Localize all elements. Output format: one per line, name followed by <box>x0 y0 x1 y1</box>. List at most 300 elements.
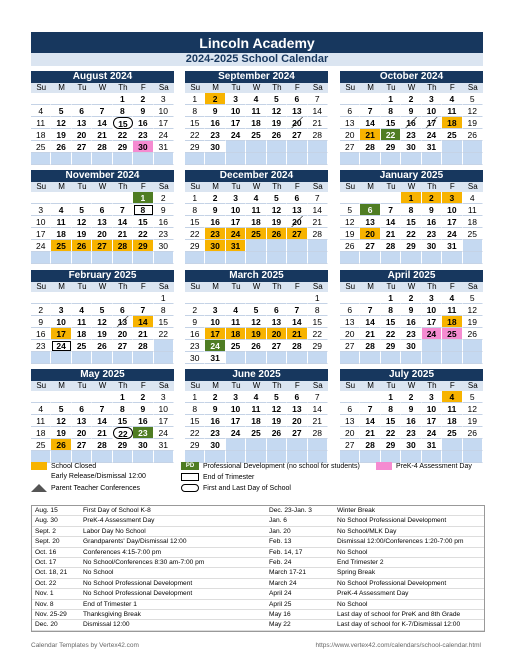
day-cell: 16 <box>205 415 225 427</box>
days-grid <box>31 292 174 364</box>
legend-closed-label: School Closed <box>51 462 97 470</box>
empty-cell <box>72 391 92 403</box>
empty-cell <box>287 439 307 451</box>
empty-cell <box>92 352 112 364</box>
day-cell: 22 <box>113 129 133 141</box>
event-desc: No School Professional Development <box>334 578 484 588</box>
empty-cell <box>381 352 401 364</box>
days-grid <box>185 192 328 264</box>
empty-cell <box>246 352 266 364</box>
day-cell: 6 <box>287 93 307 105</box>
weekday-label: Tu <box>77 83 87 92</box>
event-row <box>32 537 484 547</box>
day-cell: 6 <box>267 304 287 316</box>
event-row <box>32 568 484 578</box>
weekday-label: F <box>294 282 300 291</box>
event-date: April 25 <box>266 599 334 609</box>
empty-cell <box>401 153 421 165</box>
day-cell: 4 <box>442 292 462 304</box>
day-cell: 4 <box>442 391 462 403</box>
empty-cell <box>381 192 401 204</box>
weekday-label: M <box>367 282 374 291</box>
day-cell: 2 <box>422 192 442 204</box>
day-cell: 6 <box>360 204 380 216</box>
day-cell: 26 <box>463 427 483 439</box>
day-cell: 16 <box>185 328 205 340</box>
day-cell: 28 <box>92 141 112 153</box>
month-calendar <box>185 71 328 165</box>
day-cell: 14 <box>381 216 401 228</box>
weekday-label: Su <box>36 182 47 191</box>
empty-cell <box>422 252 442 264</box>
empty-cell <box>226 292 246 304</box>
month-calendar <box>185 170 328 264</box>
day-cell: 14 <box>113 216 133 228</box>
event-row <box>32 558 484 568</box>
event-row <box>32 506 484 516</box>
day-cell: 8 <box>381 403 401 415</box>
empty-cell <box>463 252 483 264</box>
weekday-label: W <box>407 83 416 92</box>
day-cell: 24 <box>226 129 246 141</box>
day-cell: 18 <box>226 328 246 340</box>
month-calendar <box>31 270 174 364</box>
empty-cell <box>267 439 287 451</box>
day-cell: 29 <box>113 141 133 153</box>
day-cell: 11 <box>246 204 266 216</box>
legend <box>31 462 483 500</box>
day-cell: 22 <box>185 228 205 240</box>
empty-cell <box>308 141 328 153</box>
empty-cell <box>154 153 174 165</box>
day-cell: 30 <box>205 439 225 451</box>
weekday-label: Th <box>272 83 282 92</box>
day-cell: 22 <box>154 328 174 340</box>
day-cell: 8 <box>308 304 328 316</box>
day-cell: 22 <box>308 328 328 340</box>
day-cell: 6 <box>72 105 92 117</box>
day-cell: 17 <box>226 117 246 129</box>
day-cell: 30 <box>205 240 225 252</box>
day-cell: 19 <box>51 129 71 141</box>
empty-cell <box>246 439 266 451</box>
empty-cell <box>246 252 266 264</box>
day-cell: 13 <box>287 403 307 415</box>
month-title: June 2025 <box>185 369 328 381</box>
day-cell: 29 <box>185 141 205 153</box>
day-cell: 24 <box>31 240 51 252</box>
weekday-label: Sa <box>467 83 478 92</box>
day-cell: 20 <box>287 117 307 129</box>
day-cell: 11 <box>442 403 462 415</box>
weekday-label: Su <box>345 83 356 92</box>
day-cell: 23 <box>205 427 225 439</box>
weekday-label: Su <box>36 83 47 92</box>
empty-cell <box>154 340 174 352</box>
day-cell: 20 <box>113 328 133 340</box>
day-cell: 15 <box>381 316 401 328</box>
empty-cell <box>154 352 174 364</box>
day-cell: 1 <box>185 391 205 403</box>
day-cell: 8 <box>185 204 205 216</box>
day-cell: 6 <box>287 192 307 204</box>
day-cell: 3 <box>205 304 225 316</box>
day-cell: 18 <box>442 415 462 427</box>
school-title: Lincoln Academy <box>31 32 483 54</box>
weekday-label: Su <box>36 381 47 390</box>
empty-cell <box>422 153 442 165</box>
day-cell: 17 <box>205 328 225 340</box>
day-cell: 16 <box>133 415 153 427</box>
empty-cell <box>308 439 328 451</box>
day-cell: 5 <box>463 292 483 304</box>
empty-cell <box>72 352 92 364</box>
month-calendar <box>340 170 483 264</box>
weekday-header <box>185 83 328 93</box>
weekday-label: Th <box>427 182 437 191</box>
empty-cell <box>308 240 328 252</box>
empty-cell <box>267 252 287 264</box>
day-cell: 1 <box>381 391 401 403</box>
empty-cell <box>287 153 307 165</box>
day-cell: 19 <box>267 216 287 228</box>
empty-cell <box>92 391 112 403</box>
day-cell: 20 <box>72 129 92 141</box>
day-cell: 21 <box>381 228 401 240</box>
day-cell: 17 <box>226 415 246 427</box>
empty-cell <box>360 252 380 264</box>
weekday-label: W <box>407 282 416 291</box>
empty-cell <box>133 352 153 364</box>
weekday-label: F <box>449 381 455 390</box>
day-cell: 18 <box>442 117 462 129</box>
day-cell: 27 <box>360 240 380 252</box>
weekday-label: W <box>252 381 261 390</box>
weekday-label: Th <box>427 282 437 291</box>
empty-cell <box>401 352 421 364</box>
day-cell: 19 <box>463 316 483 328</box>
day-cell: 23 <box>133 129 153 141</box>
legend-pk-label: PreK-4 Assessment Day <box>396 462 472 470</box>
day-cell: 3 <box>226 93 246 105</box>
day-cell: 11 <box>442 105 462 117</box>
month-title: January 2025 <box>340 170 483 182</box>
day-cell: 26 <box>51 439 71 451</box>
legend-eot <box>181 473 254 481</box>
weekday-label: Su <box>190 83 201 92</box>
weekday-label: Tu <box>77 282 87 291</box>
footer-right: https://www.vertex42.com/calendars/school-calendar.html <box>315 642 481 649</box>
event-desc: No School Professional Development <box>80 589 266 599</box>
empty-cell <box>246 292 266 304</box>
day-cell: 29 <box>381 141 401 153</box>
day-cell: 5 <box>51 105 71 117</box>
day-cell: 29 <box>113 439 133 451</box>
empty-cell <box>31 292 51 304</box>
day-cell: 19 <box>267 117 287 129</box>
days-grid <box>185 292 328 364</box>
day-cell: 5 <box>92 304 112 316</box>
day-cell: 23 <box>31 340 51 352</box>
day-cell: 5 <box>463 391 483 403</box>
day-cell: 3 <box>31 204 51 216</box>
empty-cell <box>113 192 133 204</box>
day-cell: 22 <box>113 427 133 439</box>
day-cell: 12 <box>51 117 71 129</box>
day-cell: 9 <box>205 403 225 415</box>
day-cell: 7 <box>308 391 328 403</box>
empty-cell <box>154 252 174 264</box>
empty-cell <box>92 153 112 165</box>
day-cell: 20 <box>340 129 360 141</box>
day-cell: 19 <box>340 228 360 240</box>
weekday-header <box>340 282 483 292</box>
day-cell: 10 <box>205 316 225 328</box>
day-cell: 13 <box>267 316 287 328</box>
empty-cell <box>72 93 92 105</box>
day-cell: 3 <box>422 292 442 304</box>
day-cell: 27 <box>287 129 307 141</box>
empty-cell <box>226 252 246 264</box>
empty-cell <box>340 192 360 204</box>
day-cell: 2 <box>205 93 225 105</box>
weekday-label: Tu <box>386 182 396 191</box>
day-cell: 8 <box>113 105 133 117</box>
event-row <box>32 526 484 536</box>
day-cell: 17 <box>422 316 442 328</box>
circle-swatch <box>181 484 199 492</box>
day-cell: 27 <box>340 141 360 153</box>
day-cell: 21 <box>133 328 153 340</box>
event-date: April 24 <box>266 589 334 599</box>
month-calendar <box>340 369 483 463</box>
event-date: Nov. 8 <box>32 599 80 609</box>
day-cell: 25 <box>246 427 266 439</box>
day-cell: 14 <box>92 117 112 129</box>
days-grid <box>340 192 483 264</box>
day-cell: 29 <box>308 340 328 352</box>
day-cell: 24 <box>422 328 442 340</box>
day-cell: 9 <box>185 316 205 328</box>
event-desc: Last day of school for PreK and 8th Grade <box>334 610 484 620</box>
empty-cell <box>360 391 380 403</box>
empty-cell <box>360 352 380 364</box>
legend-eot-label: End of Trimester <box>203 473 255 481</box>
pk-swatch <box>376 462 392 470</box>
day-cell: 8 <box>185 105 205 117</box>
event-date: Aug. 15 <box>32 506 80 516</box>
day-cell: 3 <box>442 192 462 204</box>
day-cell: 25 <box>442 328 462 340</box>
weekday-label: F <box>140 83 146 92</box>
weekday-label: Su <box>345 282 356 291</box>
day-cell: 6 <box>340 403 360 415</box>
day-cell: 23 <box>154 228 174 240</box>
weekday-label: Th <box>427 83 437 92</box>
day-cell: 19 <box>72 228 92 240</box>
day-cell: 22 <box>185 427 205 439</box>
day-cell: 3 <box>51 304 71 316</box>
event-desc: No School <box>80 568 266 578</box>
day-cell: 24 <box>205 340 225 352</box>
day-cell: 9 <box>401 403 421 415</box>
day-cell: 9 <box>205 204 225 216</box>
day-cell: 10 <box>51 316 71 328</box>
day-cell: 23 <box>185 340 205 352</box>
day-cell: 14 <box>360 415 380 427</box>
empty-cell <box>51 192 71 204</box>
event-row <box>32 578 484 588</box>
day-cell: 14 <box>308 403 328 415</box>
day-cell: 6 <box>340 304 360 316</box>
event-desc: Dismissal 12:00 <box>80 620 266 630</box>
day-cell: 31 <box>154 141 174 153</box>
day-cell: 17 <box>154 415 174 427</box>
day-cell: 6 <box>287 391 307 403</box>
day-cell: 21 <box>92 129 112 141</box>
day-cell: 21 <box>308 216 328 228</box>
empty-cell <box>463 240 483 252</box>
day-cell: 25 <box>31 141 51 153</box>
month-calendar <box>31 170 174 264</box>
empty-cell <box>442 252 462 264</box>
day-cell: 22 <box>381 427 401 439</box>
event-desc: No School <box>334 547 484 557</box>
event-date: Jan. 6 <box>266 516 334 526</box>
day-cell: 16 <box>31 328 51 340</box>
empty-cell <box>340 292 360 304</box>
event-desc: Spring Break <box>334 568 484 578</box>
day-cell: 9 <box>401 105 421 117</box>
day-cell: 10 <box>154 403 174 415</box>
day-cell: 21 <box>360 427 380 439</box>
empty-cell <box>185 292 205 304</box>
day-cell: 16 <box>401 415 421 427</box>
empty-cell <box>442 141 462 153</box>
day-cell: 26 <box>267 427 287 439</box>
empty-cell <box>360 153 380 165</box>
day-cell: 26 <box>51 141 71 153</box>
day-cell: 16 <box>422 216 442 228</box>
day-cell: 7 <box>113 204 133 216</box>
day-cell: 8 <box>381 304 401 316</box>
day-cell: 26 <box>267 228 287 240</box>
event-desc: Conferences 4:15-7:00 pm <box>80 547 266 557</box>
day-cell: 11 <box>31 415 51 427</box>
empty-cell <box>92 292 112 304</box>
day-cell: 5 <box>72 204 92 216</box>
day-cell: 21 <box>308 415 328 427</box>
empty-cell <box>340 153 360 165</box>
day-cell: 16 <box>401 117 421 129</box>
event-date: Feb. 13 <box>266 537 334 547</box>
day-cell: 30 <box>401 141 421 153</box>
day-cell: 24 <box>51 340 71 352</box>
day-cell: 23 <box>401 328 421 340</box>
event-desc: No School/Conferences 8:30 am-7:00 pm <box>80 558 266 568</box>
day-cell: 25 <box>246 129 266 141</box>
day-cell: 23 <box>401 427 421 439</box>
empty-cell <box>287 252 307 264</box>
days-grid <box>31 192 174 264</box>
day-cell: 11 <box>442 304 462 316</box>
weekday-label: Su <box>190 182 201 191</box>
day-cell: 30 <box>154 240 174 252</box>
day-cell: 15 <box>185 415 205 427</box>
event-desc: Last day of school for K-7/Dismissal 12:00 <box>334 620 484 630</box>
weekday-label: Sa <box>312 182 323 191</box>
event-desc: No School/MLK Day <box>334 526 484 536</box>
day-cell: 11 <box>226 316 246 328</box>
empty-cell <box>308 153 328 165</box>
weekday-label: F <box>294 381 300 390</box>
day-cell: 7 <box>360 403 380 415</box>
weekday-label: Th <box>427 381 437 390</box>
event-date: Jan. 20 <box>266 526 334 536</box>
day-cell: 4 <box>51 204 71 216</box>
weekday-header <box>340 182 483 192</box>
empty-cell <box>267 292 287 304</box>
day-cell: 15 <box>185 117 205 129</box>
day-cell: 8 <box>381 105 401 117</box>
day-cell: 25 <box>226 340 246 352</box>
day-cell: 4 <box>31 105 51 117</box>
day-cell: 28 <box>287 340 307 352</box>
empty-cell <box>51 153 71 165</box>
empty-cell <box>287 240 307 252</box>
day-cell: 29 <box>381 340 401 352</box>
empty-cell <box>340 252 360 264</box>
day-cell: 27 <box>267 340 287 352</box>
day-cell: 18 <box>51 228 71 240</box>
day-cell: 11 <box>31 117 51 129</box>
day-cell: 15 <box>381 415 401 427</box>
days-grid <box>185 391 328 463</box>
day-cell: 16 <box>205 216 225 228</box>
day-cell: 26 <box>267 129 287 141</box>
day-cell: 14 <box>287 316 307 328</box>
event-date: Oct. 16 <box>32 547 80 557</box>
day-cell: 13 <box>360 216 380 228</box>
day-cell: 14 <box>308 105 328 117</box>
weekday-label: Su <box>345 381 356 390</box>
legend-ptc <box>31 484 140 492</box>
month-title: February 2025 <box>31 270 174 282</box>
weekday-label: Sa <box>467 381 478 390</box>
weekday-label: Sa <box>312 381 323 390</box>
day-cell: 24 <box>226 228 246 240</box>
day-cell: 12 <box>463 105 483 117</box>
day-cell: 21 <box>360 328 380 340</box>
legend-ptc-label: Parent Teacher Conferences <box>51 484 140 492</box>
event-row <box>32 610 484 620</box>
day-cell: 27 <box>287 228 307 240</box>
weekday-label: Su <box>345 182 356 191</box>
day-cell: 21 <box>287 328 307 340</box>
day-cell: 2 <box>205 391 225 403</box>
day-cell: 28 <box>360 141 380 153</box>
weekday-header <box>31 381 174 391</box>
weekday-label: M <box>58 381 65 390</box>
day-cell: 7 <box>308 93 328 105</box>
empty-cell <box>442 153 462 165</box>
day-cell: 28 <box>92 439 112 451</box>
empty-cell <box>463 141 483 153</box>
day-cell: 14 <box>360 117 380 129</box>
day-cell: 10 <box>442 204 462 216</box>
month-title: March 2025 <box>185 270 328 282</box>
day-cell: 17 <box>442 216 462 228</box>
